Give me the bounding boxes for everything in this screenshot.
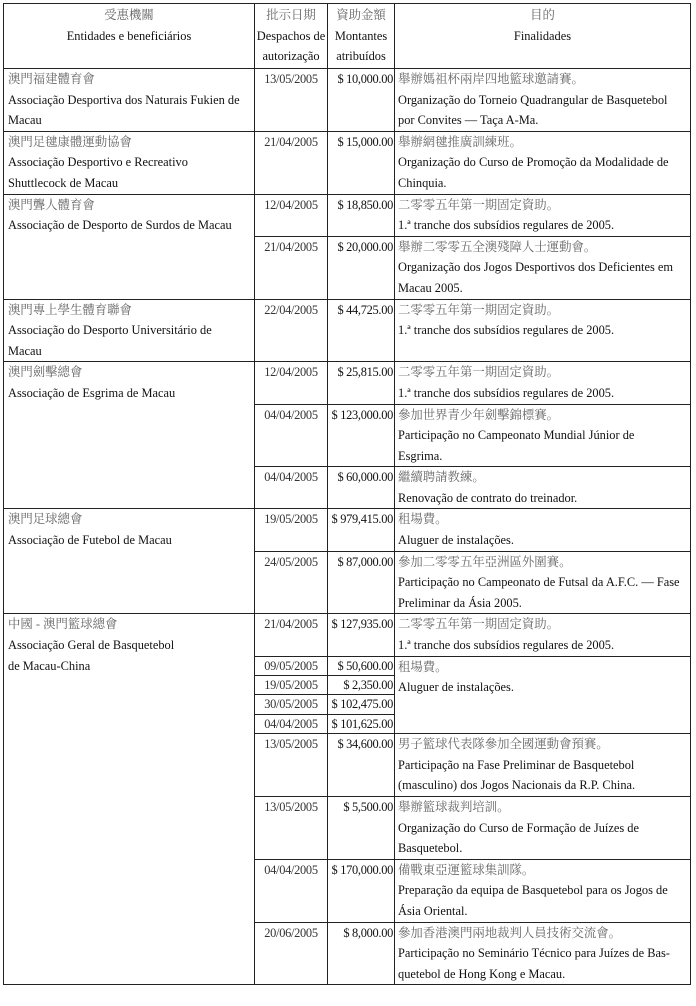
purpose-zh: 舉辦媽祖杯兩岸四地籃球邀請賽。: [398, 72, 584, 86]
purpose-zh: 男子籃球代表隊參加全國運動會預賽。: [398, 737, 609, 752]
grant-amount: $ 101,625.00: [328, 714, 395, 733]
purpose-cell: [395, 404, 691, 467]
table-row: [4, 194, 691, 236]
entity-name-pt: Associação Desportivo e Recreativo Shuttlecock de Macau: [8, 155, 188, 190]
grant-amount: $ 25,815.00: [328, 362, 395, 404]
grant-amount: $ 127,935.00: [328, 614, 395, 656]
purpose-pt: Participação no Campeonato de Futsal da A.F.C. — Fase Preliminar da Ásia 2005.: [398, 575, 680, 610]
subsidies-table: [3, 3, 691, 985]
purpose-zh: 參加二零零五年亞洲區外圍賽。: [398, 554, 572, 569]
entity-cell: [4, 131, 255, 194]
purpose-pt: Participação na Fase Preliminar de Basquetebol (masculino) dos Jogos Nacionais da R.P. China.: [398, 757, 636, 793]
grant-amount: $ 8,000.00: [328, 922, 395, 985]
purpose-pt: Organização do Torneio Quadrangular de Basquetebol por Convites — Taça A-Ma.: [398, 92, 668, 128]
grant-amount: $ 34,600.00: [328, 734, 395, 797]
purpose-zh: 舉辦網毽推廣訓練班。: [398, 134, 522, 149]
entity-cell: [4, 194, 255, 299]
header-date-zh: 批示日期: [266, 8, 316, 22]
purpose-pt: Participação no Campeonato Mundial Júnior de Esgrima.: [398, 428, 635, 463]
authorization-date: 20/06/2005: [255, 922, 328, 985]
entity-cell: [4, 614, 255, 985]
grant-amount: $ 60,000.00: [328, 467, 395, 509]
purpose-zh: 二零零五年第一期固定資助。: [398, 365, 560, 380]
header-amount-zh: 資助金額: [336, 8, 386, 22]
grant-amount: $ 2,350.00: [328, 676, 395, 695]
authorization-date: 21/04/2005: [255, 614, 328, 656]
entity-cell: [4, 362, 255, 509]
entity-cell: [4, 69, 255, 132]
purpose-cell: [395, 509, 691, 551]
grant-amount: $ 5,500.00: [328, 797, 395, 860]
authorization-date: 30/05/2005: [255, 695, 328, 714]
purpose-zh: 參加香港澳門兩地裁判人員技術交流會。: [398, 925, 622, 940]
purpose-pt: Preparação da equipa de Basquetebol para os Jogos de Ásia Oriental.: [398, 883, 668, 918]
entity-name-pt: Associação Desportiva dos Naturais Fukien de Macau: [8, 92, 240, 128]
entity-name-pt: Associação do Desporto Universitário de Macau: [8, 323, 212, 358]
purpose-zh: 租場費。: [398, 512, 448, 527]
entity-name-zh: 澳門劍擊總會: [8, 365, 83, 380]
entity-name-pt: Associação de Esgrima de Macau: [8, 385, 176, 400]
authorization-date: 04/04/2005: [255, 404, 328, 467]
entity-name-zh: 澳門專上學生體育聯會: [8, 302, 132, 317]
authorization-date: 13/05/2005: [255, 734, 328, 797]
header-date: [255, 4, 328, 69]
authorization-date: 04/04/2005: [255, 714, 328, 733]
grant-amount: $ 123,000.00: [328, 404, 395, 467]
purpose-zh: 租場費。: [398, 659, 448, 674]
entity-name-zh: 澳門足毽康體運動協會: [8, 134, 132, 149]
entity-name-zh: 澳門福建體育會: [8, 72, 95, 86]
purpose-zh: 參加世界青少年劍擊錦標賽。: [398, 407, 560, 422]
entity-name-pt: Associação de Futebol de Macau: [8, 533, 172, 548]
header-entity-zh: 受惠機關: [104, 8, 154, 22]
entity-name-zh: 澳門足球總會: [8, 512, 83, 527]
header-amount: [328, 4, 395, 69]
authorization-date: 04/04/2005: [255, 467, 328, 509]
authorization-date: 12/04/2005: [255, 362, 328, 404]
purpose-cell: [395, 467, 691, 509]
purpose-cell: [395, 131, 691, 194]
purpose-cell: [395, 362, 691, 404]
purpose-cell: [395, 656, 691, 734]
header-purpose-pt: Finalidades: [513, 28, 572, 43]
purpose-zh: 二零零五年第一期固定資助。: [398, 197, 560, 212]
purpose-cell: [395, 551, 691, 614]
authorization-date: 04/04/2005: [255, 859, 328, 922]
purpose-pt: Aluguer de instalações.: [398, 533, 514, 548]
entity-cell: [4, 299, 255, 362]
grant-amount: $ 50,600.00: [328, 656, 395, 675]
purpose-cell: [395, 797, 691, 860]
header-amount-pt: Montantes atribuídos: [334, 28, 388, 64]
purpose-zh: 舉辦籃球裁判培訓。: [398, 800, 510, 815]
purpose-cell: [395, 614, 691, 656]
header-date-pt: Despachos de autorização: [256, 28, 326, 64]
authorization-date: 13/05/2005: [255, 69, 328, 132]
grant-amount: $ 170,000.00: [328, 859, 395, 922]
entity-name-zh: 澳門聾人體育會: [8, 197, 95, 212]
purpose-zh: 舉辦二零零五全澳殘障人士運動會。: [398, 239, 597, 254]
purpose-pt: 1.ª tranche dos subsídios regulares de 2005.: [398, 638, 615, 653]
grant-amount: $ 87,000.00: [328, 551, 395, 614]
purpose-zh: 繼續聘請教練。: [398, 470, 485, 485]
authorization-date: 09/05/2005: [255, 656, 328, 675]
purpose-cell: [395, 859, 691, 922]
grant-amount: $ 44,725.00: [328, 299, 395, 362]
table-row: [4, 131, 691, 194]
table-row: [4, 69, 691, 132]
authorization-date: 21/04/2005: [255, 236, 328, 299]
purpose-pt: 1.ª tranche dos subsídios regulares de 2005.: [398, 323, 615, 338]
entity-name-zh: 中國 - 澳門籃球總會: [8, 617, 118, 632]
grant-amount: $ 102,475.00: [328, 695, 395, 714]
purpose-cell: [395, 299, 691, 362]
purpose-zh: 備戰東亞運籃球集訓隊。: [398, 862, 535, 877]
header-purpose: [395, 4, 691, 69]
purpose-pt: Organização dos Jogos Desportivos dos Deficientes em Macau 2005.: [398, 260, 674, 295]
authorization-date: 24/05/2005: [255, 551, 328, 614]
purpose-pt: Aluguer de instalações.: [398, 680, 514, 695]
purpose-cell: [395, 922, 691, 985]
authorization-date: 21/04/2005: [255, 131, 328, 194]
purpose-pt: Organização do Curso de Formação de Juízes de Basquetebol.: [398, 820, 639, 856]
purpose-cell: [395, 236, 691, 299]
purpose-zh: 二零零五年第一期固定資助。: [398, 302, 560, 317]
grant-amount: $ 20,000.00: [328, 236, 395, 299]
purpose-cell: [395, 69, 691, 132]
header-purpose-zh: 目的: [530, 8, 555, 22]
authorization-date: 13/05/2005: [255, 797, 328, 860]
purpose-pt: Organização do Curso de Promoção da Modalidade de Chinquia.: [398, 155, 669, 190]
purpose-cell: [395, 734, 691, 797]
grant-amount: $ 10,000.00: [328, 69, 395, 132]
table-row: [4, 362, 691, 404]
authorization-date: 12/04/2005: [255, 194, 328, 236]
grant-amount: $ 18,850.00: [328, 194, 395, 236]
table-row: [4, 509, 691, 551]
authorization-date: 19/05/2005: [255, 509, 328, 551]
purpose-pt: Renovação de contrato do treinador.: [398, 490, 578, 505]
purpose-zh: 二零零五年第一期固定資助。: [398, 617, 560, 632]
entity-cell: [4, 509, 255, 614]
entity-name-pt: Associação Geral de Basquetebol de Macau-China: [8, 638, 175, 673]
purpose-pt: 1.ª tranche dos subsídios regulares de 2005.: [398, 218, 615, 233]
authorization-date: 19/05/2005: [255, 676, 328, 695]
grant-amount: $ 979,415.00: [328, 509, 395, 551]
table-row: [4, 614, 691, 656]
authorization-date: 22/04/2005: [255, 299, 328, 362]
table-header-row: [4, 4, 691, 69]
purpose-pt: Participação no Seminário Técnico para Juízes de Bas- quetebol de Hong Kong e Macau.: [398, 946, 670, 981]
purpose-cell: [395, 194, 691, 236]
purpose-pt: 1.ª tranche dos subsídios regulares de 2005.: [398, 385, 615, 400]
header-entity-pt: Entidades e beneficiários: [66, 28, 192, 43]
header-entity: [4, 4, 255, 69]
entity-name-pt: Associação de Desporto de Surdos de Macau: [8, 218, 232, 233]
table-row: [4, 299, 691, 362]
grant-amount: $ 15,000.00: [328, 131, 395, 194]
